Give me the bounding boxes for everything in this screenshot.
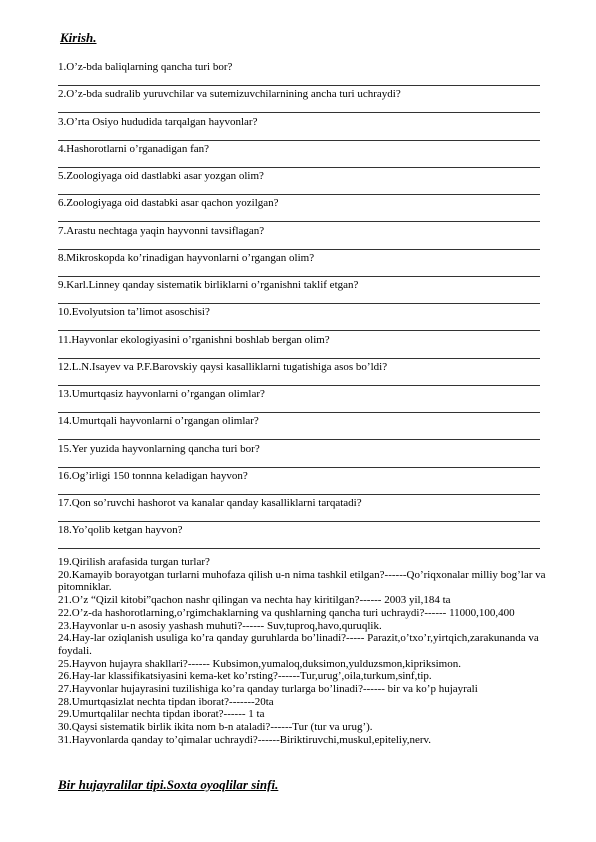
answer-line [58, 221, 540, 222]
answer-line [58, 439, 540, 440]
question-text: 3.O’rta Osiyo hududida tarqalgan hayvonlar? [58, 115, 258, 128]
answer-line [58, 249, 540, 250]
answered-question: 19.Qirilish arafasida turgan turlar? [58, 556, 210, 568]
answer-line [58, 194, 540, 195]
answer-line [58, 494, 540, 495]
answer-line [58, 412, 540, 413]
question-text: 9.Karl.Linney qanday sistematik birliklarni o’rganishni taklif etgan? [58, 279, 359, 291]
answered-question: 28.Umurtqasizlat nechta tipdan iborat?-------20ta [58, 695, 274, 708]
question-text: 8.Mikroskopda ko’rinadigan hayvonlarni o’rgangan olim? [58, 251, 315, 264]
answer-line [58, 521, 540, 522]
answered-question: 29.Umurtqalilar nechta tipdan iborat?------ 1 ta [58, 708, 265, 721]
answered-question-list [58, 556, 553, 747]
answered-question: 24.Hay-lar oziqlanish usuliga ko’ra qanday guruhlarda bo’linadi?----- Parazit,o’txo’r,yirtqich,zarakunanda va foydali. [58, 632, 539, 657]
question-text: 13.Umurtqasiz hayvonlarni o’rgangan olimlar? [58, 388, 265, 400]
answered-question: 23.Hayvonlar u-n asosiy yashash muhuti?------ Suv,tuproq,havo,quruqlik. [58, 619, 382, 632]
answer-line [58, 358, 540, 359]
question-text: 1.O’z-bda baliqlarning qancha turi bor? [58, 61, 233, 73]
section-heading-footer: Bir hujayralilar tipi.Soxta oyoqlilar sinfi. [58, 777, 279, 792]
question-text: 18.Yo’qolib ketgan hayvon? [58, 524, 183, 537]
answered-question: 26.Hay-lar klassifikatsiyasini kema-ket ko’rsting?------Tur,urug’,oila,turkum,sinf,tip. [58, 670, 432, 683]
answered-question: 25.Hayvon hujayra shakllari?------ Kubsimon,yumaloq,duksimon,yulduzsmon,kipriksimon. [58, 657, 461, 670]
question-text: 5.Zoologiyaga oid dastlabki asar yozgan olim? [58, 170, 264, 182]
answered-question: 22.O’z-da hashorotlarning,o’rgimchaklarning va qushlarning qancha turi uchraydi?------ 11000,100,400 [58, 606, 515, 619]
answer-line [58, 385, 540, 386]
answered-question: 27.Hayvonlar hujayrasini tuzilishiga ko’ra qanday turlarga bo’linadi?------ bir va ko’p hujayrali [58, 683, 478, 696]
question-text: 2.O’z-bda sudralib yuruvchilar va sutemizuvchilarnining ancha turi uchraydi? [58, 88, 401, 101]
answer-line [58, 467, 540, 468]
question-text: 6.Zoologiyaga oid dastabki asar qachon yozilgan? [58, 197, 279, 210]
question-text: 7.Arastu nechtaga yaqin hayvonni tavsiflagan? [58, 224, 265, 237]
answered-question: 31.Hayvonlarda qanday to’qimalar uchraydi?------Biriktiruvchi,muskul,epiteliy,nerv. [58, 733, 432, 746]
section-heading-intro: Kirish. [60, 30, 97, 45]
answer-line [58, 276, 540, 277]
question-text: 11.Hayvonlar ekologiyasini o’rganishni boshlab bergan olim? [58, 333, 330, 346]
question-text: 14.Umurtqali hayvonlarni o’rgangan olimlar? [58, 415, 259, 428]
answer-line [58, 548, 540, 549]
answer-line [58, 112, 540, 113]
answer-line [58, 140, 540, 141]
answer-line [58, 330, 540, 331]
question-text: 15.Yer yuzida hayvonlarning qancha turi bor? [58, 442, 260, 455]
question-text: 10.Evolyutsion ta’limot asoschisi? [58, 306, 210, 319]
question-text: 4.Hashorotlarni o’rganadigan fan? [58, 142, 209, 155]
answer-line [58, 85, 540, 86]
answered-question: 21.O’z “Qizil kitobi”qachon nashr qilingan va nechta hay kiritilgan?------ 2003 yil,184 ta [58, 594, 451, 607]
question-text: 12.L.N.Isayev va P.F.Barovskiy qaysi kasalliklarni tugatishiga asos bo’ldi? [58, 360, 388, 373]
answered-question: 20.Kamayib borayotgan turlarni muhofaza qilish u-n nima tashkil etilgan?------Qo’riqxonalar milliy bog’lar va pitomniklar. [58, 568, 546, 594]
answered-question: 30.Qaysi sistematik birlik ikita nom b-n ataladi?------Tur (tur va urug’). [58, 721, 373, 734]
question-text: 16.Og’irligi 150 tonnna keladigan hayvon? [58, 469, 248, 482]
answer-line [58, 303, 540, 304]
question-text: 17.Qon so’ruvchi hashorot va kanalar qanday kasalliklarni tarqatadi? [58, 497, 362, 509]
answer-line [58, 167, 540, 168]
